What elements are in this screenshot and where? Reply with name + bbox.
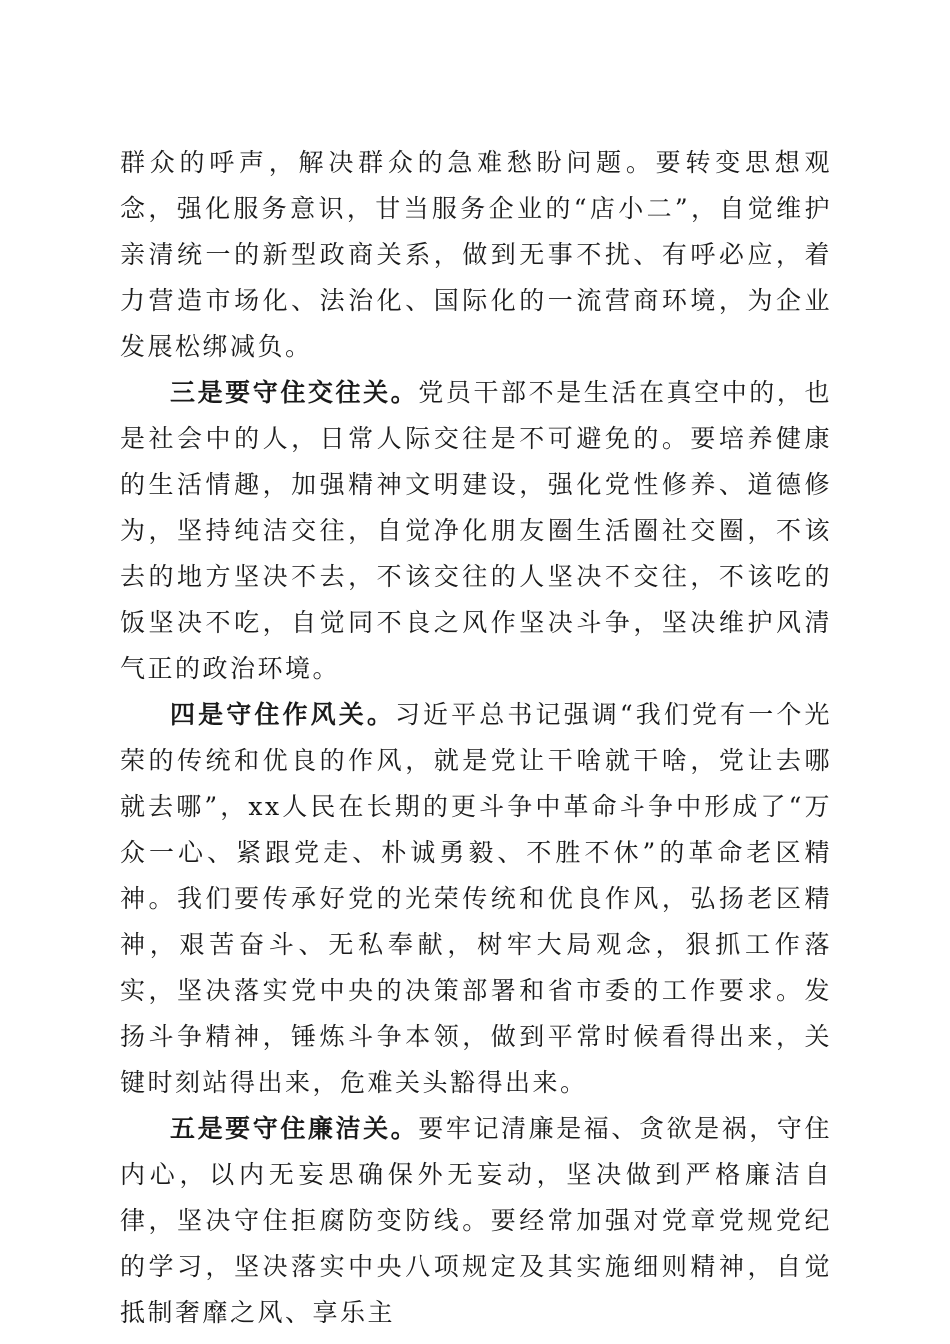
paragraph-point-four	[120, 692, 832, 1106]
paragraph-text: 群众的呼声，解决群众的急难愁盼问题。要转变思想观念，强化服务意识，甘当服务企业的“店小二”，自觉维护亲清统一的新型政商关系，做到无事不扰、有呼必应，着力营造市场化、法治化、国际化的一流营商环境，为企业发展松绑减负。	[120, 148, 832, 361]
paragraph-point-three	[120, 370, 832, 692]
paragraph-point-five	[120, 1106, 832, 1336]
paragraph-heading: 五是要守住廉洁关。	[170, 1114, 419, 1143]
paragraph-text: 党员干部不是生活在真空中的，也是社会中的人，日常人际交往是不可避免的。要培养健康的生活情趣，加强精神文明建设，强化党性修养、道德修为，坚持纯洁交往，自觉净化朋友圈生活圈社交圈，不该去的地方坚决不去，不该交往的人坚决不交往，不该吃的饭坚决不吃，自觉同不良之风作坚决斗争，坚决维护风清气正的政治环境。	[120, 378, 832, 683]
paragraph-continuation	[120, 140, 832, 370]
paragraph-text: 要牢记清廉是福、贪欲是祸，守住内心，以内无妄思确保外无妄动，坚决做到严格廉洁自律，坚决守住拒腐防变防线。要经常加强对党章党规党纪的学习，坚决落实中央八项规定及其实施细则精神，自觉抵制奢靡之风、享乐主	[120, 1114, 832, 1327]
document-body	[120, 140, 832, 1336]
paragraph-heading: 三是要守住交往关。	[170, 378, 419, 407]
paragraph-text: 习近平总书记强调“我们党有一个光荣的传统和优良的作风，就是党让干啥就干啥，党让去哪就去哪”，xx人民在长期的更斗争中革命斗争中形成了“万众一心、紧跟党走、朴诚勇毅、不胜不休”的革命老区精神。我们要传承好党的光荣传统和优良作风，弘扬老区精神，艰苦奋斗、无私奉献，树牢大局观念，狠抓工作落实，坚决落实党中央的决策部署和省市委的工作要求。发扬斗争精神，锤炼斗争本领，做到平常时候看得出来，关键时刻站得出来，危难关头豁得出来。	[120, 700, 832, 1097]
paragraph-heading: 四是守住作风关。	[170, 700, 395, 729]
